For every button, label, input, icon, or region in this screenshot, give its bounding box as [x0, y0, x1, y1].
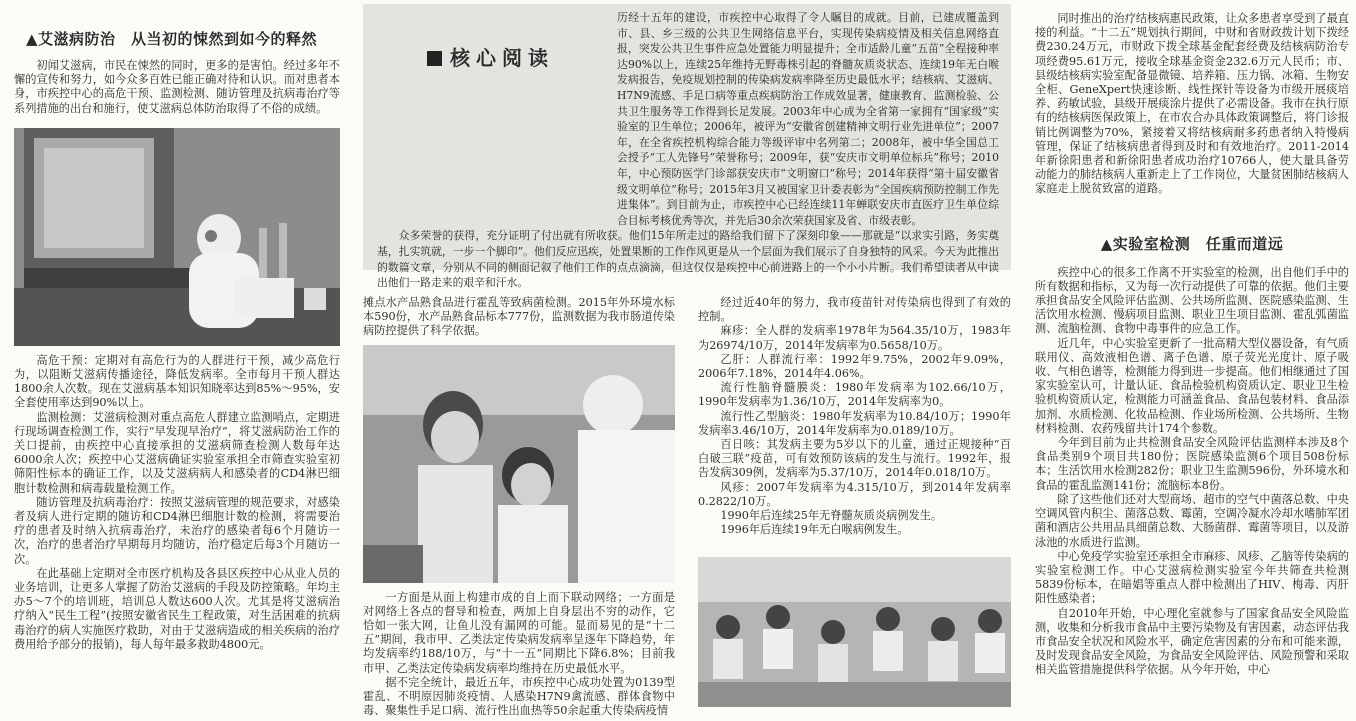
aids-intro-text: 初闻艾滋病，市民在悚然的同时，更多的是害怕。经过多年不懈的宣传和努力，如今众多百姓已能正确对待和认识。而对患者本身，市疾控中心的高危干预、监测检测、随访管理及抗病毒治疗等系列措施的出台和施行，使艾滋病总体防治取得了不俗的成绩。 — [14, 59, 340, 115]
aids-monitoring-text: 监测检测：艾滋病检测对重点高危人群建立监测哨点，定期进行现场调查检测工作，实行“早发现早治疗”，将艾滋病防治工作的关口提前，由疾控中心直接承担的艾滋病筛查检测人数每年达6000余人次；疾控中心艾滋病确证实验室承担全市筛查实验室初筛阳性标本的确证工作，以及艾滋病病人和感染者的CD4淋巴细胞计数检测和病毒载量检测工作。 — [14, 410, 340, 495]
lab-equipment-text: 近几年，中心实验室更新了一批高精大型仪器设备，有气质联用仪、高效液相色谱、离子色谱、原子荧光光度计、原子吸收、气相色谱等，检测能力得到进一步提高。他们相继通过了国家实验室认可，计量认证、食品检验机构资质认定、职业卫生检验机构资质认定，检测能力可涵盖食品、食品包装材料、食品添加剂、水质检测、化妆品检测、作业场所检测、公共场所、生物材料检测、农药残留共计174个参数。 — [1035, 336, 1349, 435]
aids-followup-text: 随访管理及抗病毒治疗：按照艾滋病管理的规范要求，对感染者及病人进行定期的随访和CD4淋巴细胞计数的检测，将需要治疗的患者及时纳入抗病毒治疗，未治疗的感染者每6个月随访一次，治疗的患者治疗早期每月均随访，治疗稳定后每3个月随访一次。 — [14, 495, 340, 566]
network-text: 一方面是从面上构建市成的自上而下联动网络；一方面是对网络上各点的督导和检查，两加上自身层出不穷的动作，它恰如一张大网，让鱼儿没有漏网的可能。显而易见的是“十二五”期间，我市甲、乙类法定传染病发病率呈逐年下降趋势，年均发病率约188/10万，与“十一五”同期比下降6.8%；目前我市甲、乙类法定传染病发病率均维持在历史最低水平。 — [363, 590, 675, 675]
pertussis-stat: 百日咳：其发病主要为5岁以下的儿童，通过正规接种“百白破三联”疫苗，可有效预防该病的发生与流行。1992年，报告发病309例，发病率为5.37/10万，2014年0.018/10万。 — [698, 438, 1011, 480]
tb-policy-text: 同时推出的治疗结核病惠民政策，让众多患者享受到了最直接的利益。“十二五”规划执行期间，中财和省财政拨计划下拨经费230.24万元，市财政下拨全球基金配套经费及结核病防治专项经费95.61万元，接收全球基金资金232.6万元人民币；市、县级结核病实验室配备显微镜、培养箱、压力锅、冰箱、生物安全柜、GeneXpert快速诊断、线性探针等设备为市级开展痰培养、药敏试验，县级开展痰涂片提供了必需设备。我市在执行原有的结核病医保政策上，在市农合办具体政策调整后，将门诊报销比例调整为70%，紧接着又将结核病耐多药患者纳入特慢病管理，保证了结核病患者得到及时和有效地治疗。2011-2014年新徐阳患者和新徐阳患者成功治疗10766人，使大量具备劳动能力的肺结核病人重新走上了工作岗位，大量贫困肺结核病人家庭走上脱贫致富的道路。 — [1035, 12, 1349, 196]
meningitis-stat: 流行性脑脊髓膜炎：1980年发病率为102.66/10万，1990年发病率为1.36/10万，2014年发病率为0。 — [698, 381, 1011, 409]
column-lab — [1035, 0, 1349, 678]
vaccination-illustration — [363, 345, 675, 583]
core-reading-title-text: 核心阅读 — [450, 46, 554, 70]
headline-lab: ▲实验室检测 任重而道远 — [1100, 234, 1284, 253]
rubella-stat: 风疹：2007年发病率为4.315/10万，到2014年发病率0.2822/10万。 — [698, 480, 1011, 508]
lab-intro-text: 疾控中心的很多工作离不开实验室的检测，出自他们手中的所有数据和指标，又为每一次行动提供了可靠的依据。他们主要承担食品安全风险评估监测、公共场所监测、医院感染监测、生活饮用水检测、慢病项目监测、职业卫生项目监测、霍乱弧菌监测、流脑检测、食物中毒事件的应急工作。 — [1035, 265, 1349, 336]
core-reading-para-1: 历经十五年的建设，市疾控中心取得了令人瞩目的成就。目前，已建成覆盖到市、县、乡三级的公共卫生网络信息平台，实现传染病疫情及相关信息网络直报，突发公共卫生事件应急处置能力明显提升；全市适龄儿童“五苗”全程接种率达90%以上，连续25年维持无野毒株引起的脊髓灰质炎状态、连续19年无白喉发病报告，免疫规划控制的传染病发病率降至历史最低水平；结核病、艾滋病、H7N9流感、手足口病等重点疾病防治工作成效显著，健康教育、监测检验、公共卫生服务等工作得到长足发展。2003年中心成为全省第一家拥有“国家级”实验室的卫生单位；2006年，被评为“安徽省创建精神文明行业先进单位”；2007年，在全省疾控机构综合能力等级评审中名列第二；2008年，被中华全国总工会授予“工人先锋号”荣誉称号；2009年，获“安庆市文明单位标兵”称号；2010年，中心预防医学门诊部获安庆市“文明窗口”称号；2014年获得“第十届安徽省级文明单位”称号；2015年3月又被国家卫计委表彰为“全国疾病预防控制工作先进集体”。到目前为止，市疾控中心已经连续11年蝉联安庆市直医疗卫生单位综合目标考核优秀等次，并先后30余次荣获国家及省、市级表彰。 — [617, 11, 999, 227]
core-reading-panel — [363, 4, 1011, 290]
vaccine-intro-text: 经过近40年的努力，我市疫苗针对传染病也得到了有效的控制。 — [698, 296, 1011, 324]
hepatitis-b-stat: 乙肝：人群流行率：1992年9.75%，2002年9.09%，2006年7.18%，2014年4.06%。 — [698, 352, 1011, 381]
headline-aids: ▲艾滋病防治 从当初的悚然到如今的释然 — [26, 30, 318, 48]
lab-immunology-text: 中心免疫学实验室还承担全市麻疹、风疹、乙脑等传染病的实验室检测工作。中心艾滋病检测实验室今年共筛查共检测5839份标本，在暗娼等重点人群中检测出了HIV、梅毒、丙肝阳性感染者； — [1035, 549, 1349, 606]
column-aids — [14, 0, 340, 652]
aids-intro — [14, 59, 340, 116]
outbreak-text: 据不完全统计，最近五年，市疾控中心成功处置为0139型霍乱、不明原因肺炎疫情、人感染H7N9禽流感、群体食物中毒、聚集性手足口病、流行性出血热等50余起重大传染病疫情 — [363, 675, 675, 718]
polio-stat: 1990年后连续25年无脊髓灰质炎病例发生。 — [720, 509, 943, 523]
classroom-photo — [698, 557, 1011, 707]
measles-stat: 麻疹：全人群的发病率1978年为564.35/10万，1983年为26974/10万，2014年发病率为0.5658/10万。 — [698, 324, 1011, 352]
vaccination-photo — [363, 345, 675, 583]
lab-environment-text: 除了这些他们还对大型商场、超市的空气中菌落总数、中央空调风管内积尘、菌落总数、霉菌，空调冷凝水冷却水嗜肺军团菌和酒店公共用品具细菌总数、大肠菌群、霉菌等项目，以及游泳池的水质进行监测。 — [1035, 492, 1349, 549]
column-epidemic — [363, 296, 675, 718]
lab-samples-text: 今年到目前为止共检测食品安全风险评估监测样本涉及8个食品类别9个项目共180份；医院感染监测6个项目508份标本；生活饮用水检测282份；职业卫生监测596份，外环境水和食品的霍乱监测141份；流脑标本8份。 — [1035, 436, 1349, 492]
lab-worker-illustration — [14, 128, 340, 346]
cholera-monitoring-text: 摊点水产品熟食品进行霍乱等致病菌检测。2015年外环境水标本590份，水产品熟食品标本777份，监测数据为我市肠道传染病防控提供了科学依据。 — [363, 296, 675, 338]
aids-training-text: 在此基础上定期对全市医疗机构及各县区疾控中心从业人员的业务培训，让更多人掌握了防治艾滋病的手段及防控策略。年均主办5～7个的培训班，培训总人数达600人次。尤其是将艾滋病治疗纳入“民生工程”(按照安徽省民生工程政策，对生活困难的抗病毒治疗的病人实施医疗救助，对由于艾滋病造成的相关疾病的治疗费用给予部分的报销)，每人每年最多救助4800元。 — [14, 566, 340, 651]
lab-worker-photo — [14, 128, 340, 346]
aids-intervention-text: 高危干预：定期对有高危行为的人群进行干预，减少高危行为，以阻断艾滋病传播途径，降低发病率。全市每月干预人群达1800余人次数。现在艾滋病基本知识知晓率达到85%～95%，安全套使用率达到90%以上。 — [14, 353, 340, 410]
core-reading-para-2: 众多荣誉的获得，充分证明了付出就有所收获。他们15年所走过的路给我们留下了深刻印象——那就是“以求实引路，务实奠基，扎实筑就，一步一个脚印”。他们反应迅疾，处置果断的工作作风更是从一个层面为我们展示了自身独特的风采。今天为此推出的数篇文章，分别从不同的侧面记叙了他们工作的点点滴滴，但这仅仅是疾控中心前进路上的一个小小片断。我们希望读者从中读出他们一路走来的艰辛和汗水。 — [377, 229, 999, 290]
encephalitis-stat: 流行性乙型脑炎：1980年发病率为10.84/10万；1990年发病率3.46/10万，2014年发病率为0.0189/10万。 — [698, 409, 1011, 437]
lab-food-safety-text: 自2010年开始，中心理化室就参与了国家食品安全风险监测，收集和分析我市食品中主要污染物及有害因素，动态评估我市食品安全状况和风险水平，确定危害因素的分布和可能来源，及时发现食品安全风险，为食品安全风险评估、风险预警和采取相关监管措施提供科学依据。从今年开始，中心 — [1035, 606, 1349, 677]
column-vaccine — [698, 296, 1011, 707]
diphtheria-stat: 1996年后连续19年无白喉病例发生。 — [720, 523, 909, 537]
classroom-illustration — [698, 557, 1011, 707]
